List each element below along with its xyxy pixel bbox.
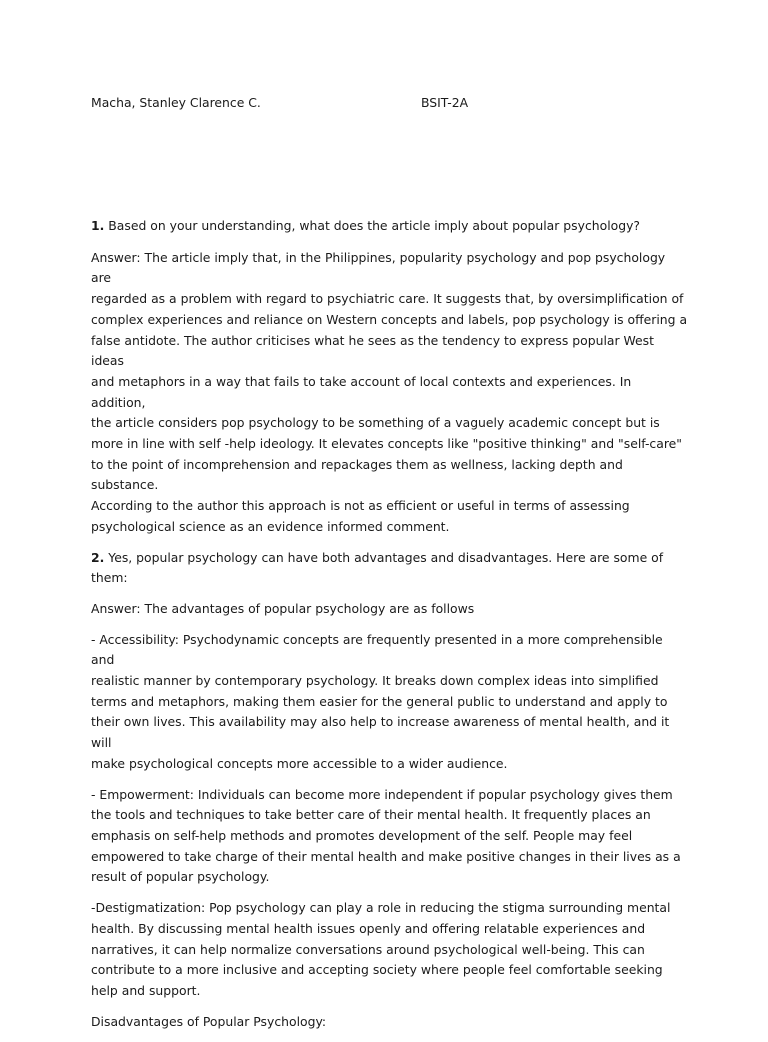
advantage-accessibility: - Accessibility: Psychodynamic concepts are frequently presented in a more comprehensible and realistic manner by contemporary psychology. It breaks down complex ideas into simplified terms and metaphors, making them easier for the general public to understand and apply to their own lives. This availability may also help to increase awareness of mental health, and it will make psychological concepts more accessible to a wider audience. bbox=[91, 631, 670, 771]
answer-2-intro: Answer: The advantages of popular psychology are as follows bbox=[91, 600, 475, 616]
advantage-empowerment: - Empowerment: Individuals can become more independent if popular psychology gives them the tools and techniques to take better care of their mental health. It frequently places an emphasis on self-help methods and promotes development of the self. People may feel empowered to take charge of their mental health and make positive changes in their lives as a result of popular psychology. bbox=[91, 786, 681, 885]
question-2-text: Yes, popular psychology can have both advantages and disadvantages. Here are some of them: bbox=[91, 549, 664, 586]
question-1-number: 1. bbox=[91, 218, 105, 233]
question-2 bbox=[91, 548, 689, 589]
disadvantages-heading: Disadvantages of Popular Psychology: bbox=[91, 1013, 327, 1029]
question-2-number: 2. bbox=[91, 549, 105, 565]
student-name: Macha, Stanley Clarence C. bbox=[91, 95, 261, 110]
question-1-text: Based on your understanding, what does the article imply about popular psychology? bbox=[104, 218, 641, 233]
advantage-destigmatization: -Destigmatization: Pop psychology can play a role in reducing the stigma surrounding mental health. By discussing mental health issues openly and offering relatable experiences and narratives, it can help normalize conversations around psychological well-being. This can contribute to a more inclusive and accepting society where people feel comfortable seeking help and support. bbox=[91, 900, 671, 998]
answer-1: Answer: The article imply that, in the Philippines, popularity psychology and pop psychology are regarded as a problem with regard to psychiatric care. It suggests that, by oversimplification of complex experiences and reliance on Western concepts and labels, pop psychology is offering a false antidote. The author criticises what he sees as the tendency to express popular West ideas and metaphors in a way that fails to take account of local contexts and experiences. In addition, the article considers pop psychology to be something of a vaguely academic concept but is more in line with self -help ideology. It elevates concepts like "positive thinking" and "self-care" to the point of incomprehension and repackages them as wellness, lacking depth and substance. According to the author this approach is not as efficient or useful in terms of assessing psychological science as an evidence informed comment. bbox=[91, 249, 688, 534]
document-body bbox=[91, 216, 689, 1042]
question-1 bbox=[91, 216, 689, 237]
student-section: BSIT-2A bbox=[421, 95, 469, 110]
document-header bbox=[91, 93, 691, 113]
